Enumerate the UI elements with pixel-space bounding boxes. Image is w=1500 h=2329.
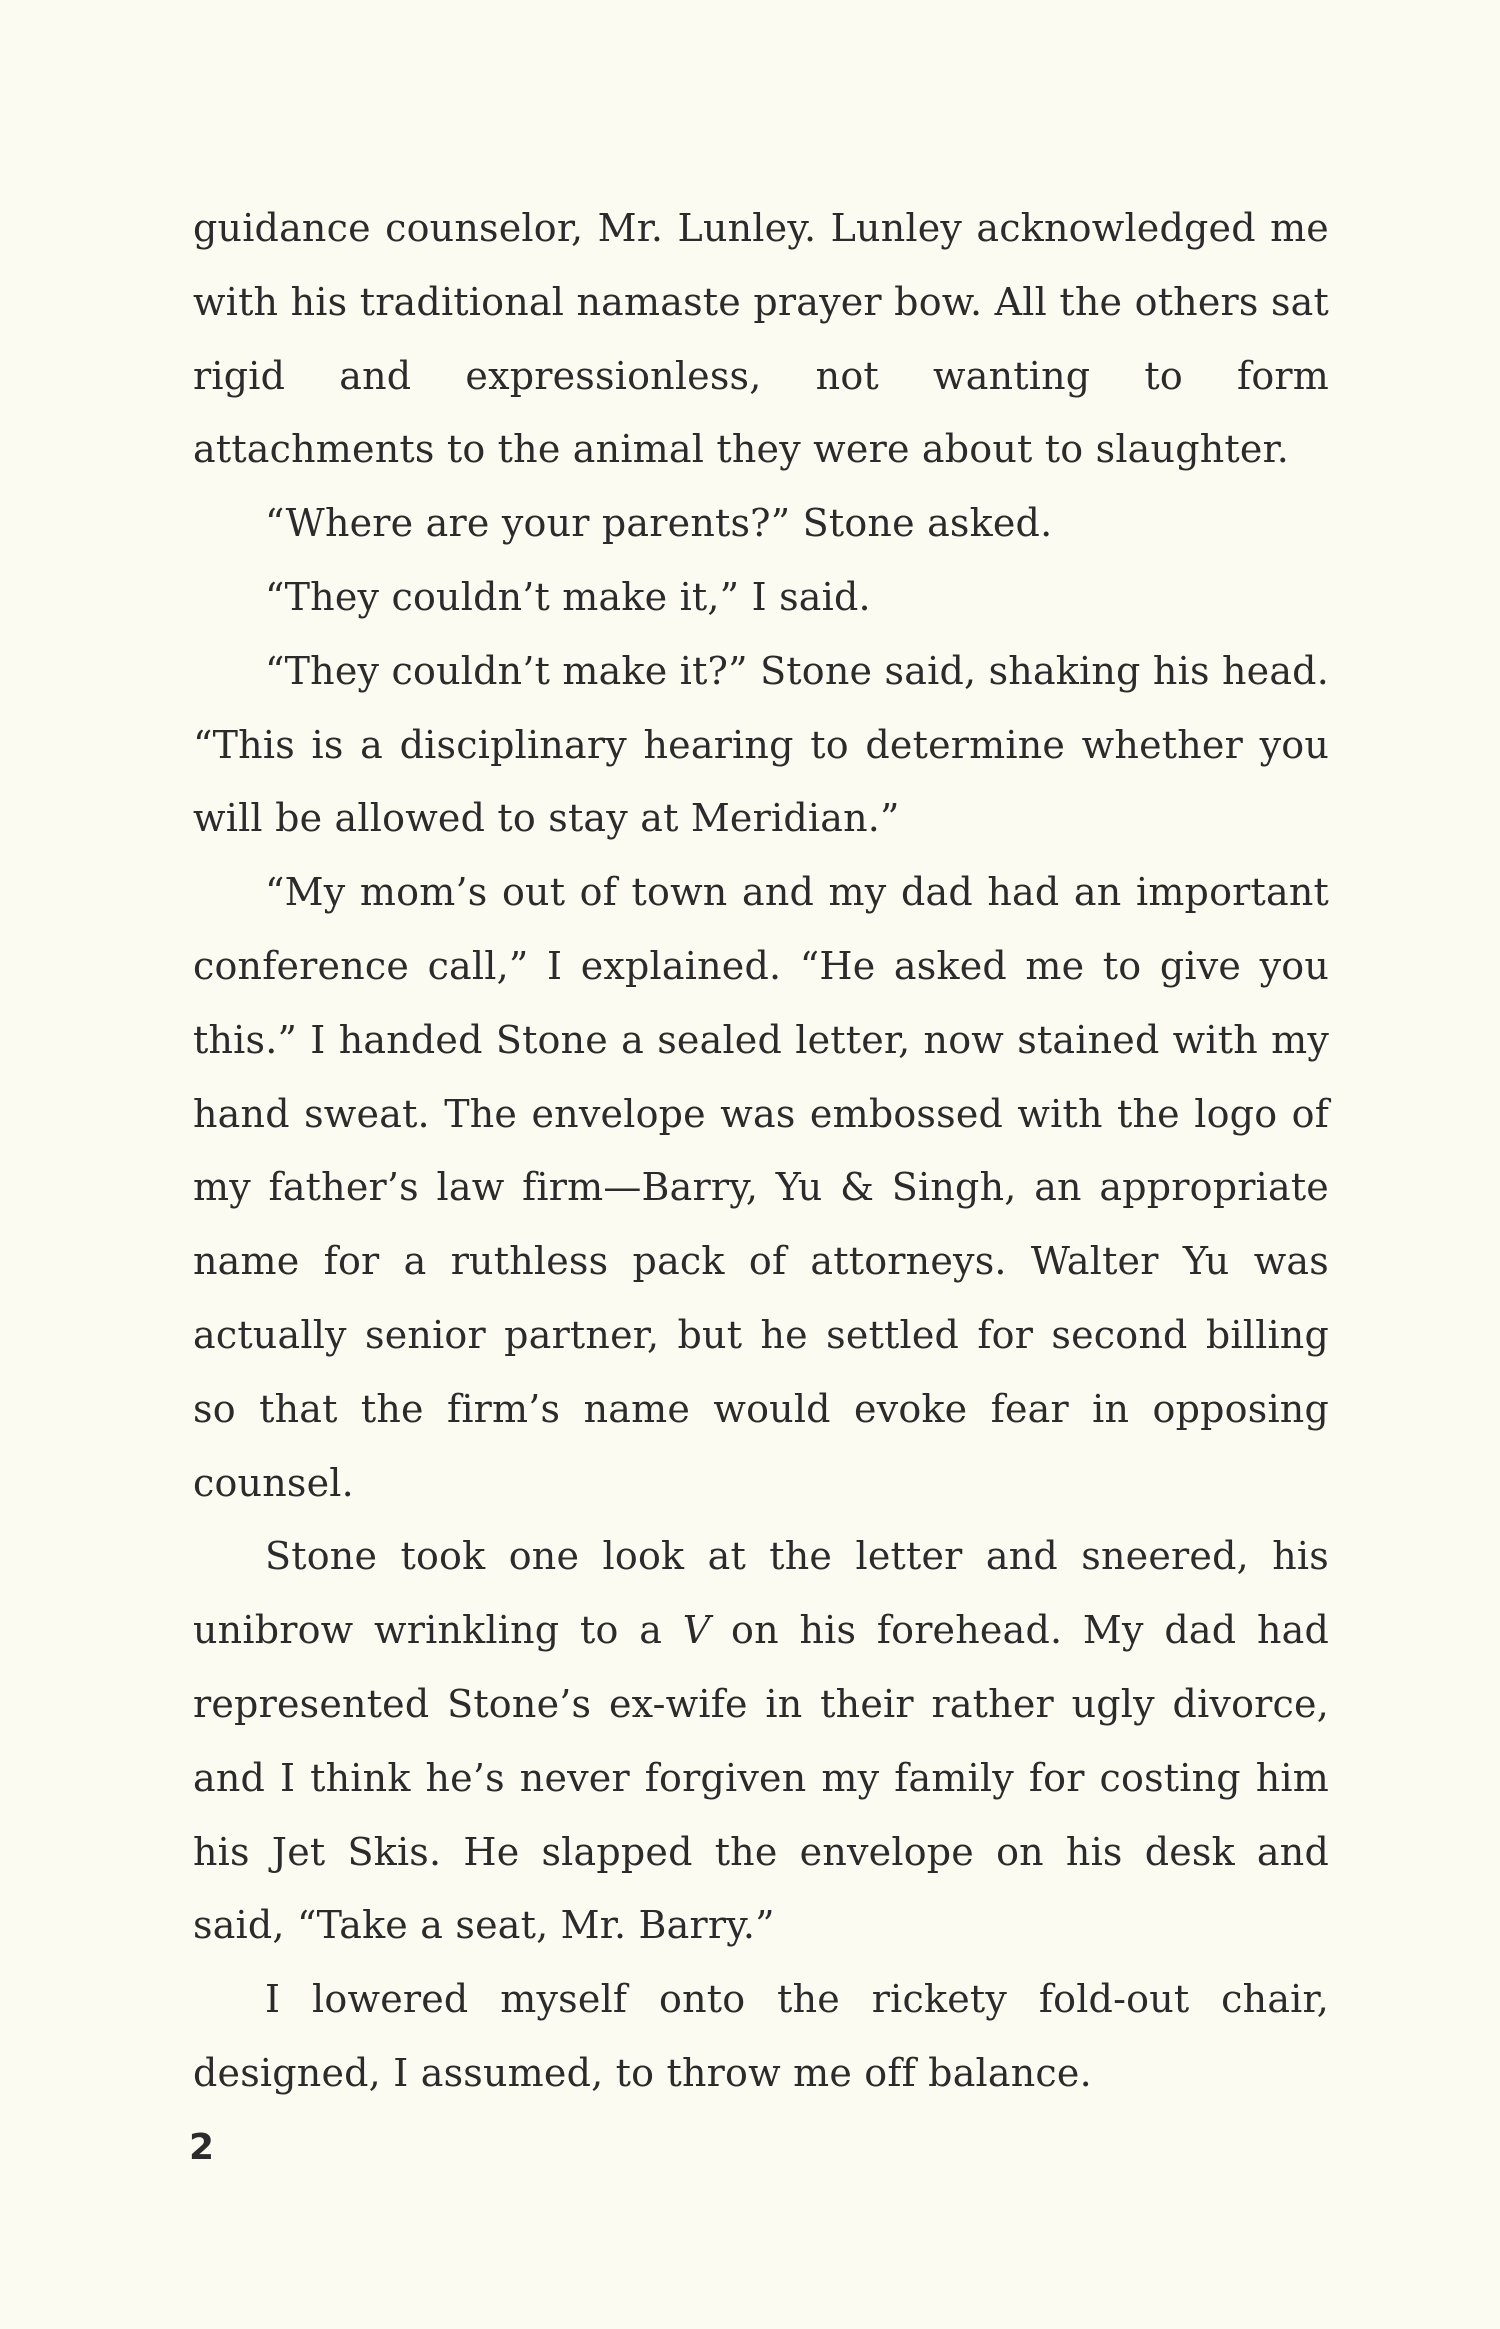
paragraph-6-text-b: on his forehead. My dad had represented Stone’s ex-wife in their rather ugly divorce, and I think he’s never forgiven my family for costing him his Jet Skis. He slapped the envelope on his desk and said, “Take a seat, Mr. Barry.” — [193, 1608, 1329, 1948]
page-number: 2 — [189, 2127, 215, 2168]
paragraph-4 — [193, 635, 1329, 856]
paragraph-4-text: “They couldn’t make it?” Stone said, shaking his head. “This is a disciplinary hearing to determine whether you will be allowed to stay at Meridian.” — [193, 648, 1329, 841]
paragraph-6 — [193, 1520, 1329, 1963]
paragraph-5-text: “My mom’s out of town and my dad had an important conference call,” I explained. “He asked me to give you this.” I handed Stone a sealed letter, now stained with my hand sweat. The envelope was embossed with the logo of my father’s law firm—Barry, Yu & Singh, an appropriate name for a ruthless pack of attorneys. Walter Yu was actually senior partner, but he settled for second billing so that the firm’s name would evoke fear in opposing counsel. — [193, 870, 1329, 1505]
paragraph-7 — [193, 1963, 1329, 2111]
paragraph-6-italic-v: V — [682, 1608, 711, 1653]
paragraph-1-text: guidance counselor, Mr. Lunley. Lunley acknowledged me with his traditional namaste prayer bow. All the others sat rigid and expressionless, not wanting to form attachments to the animal they were about to slaughter. — [193, 206, 1329, 472]
paragraph-3-text: “They couldn’t make it,” I said. — [265, 574, 871, 619]
paragraph-5 — [193, 856, 1329, 1520]
paragraph-2 — [193, 487, 1329, 561]
body-text — [193, 192, 1329, 2111]
paragraph-6-text-a: Stone took one look at the letter and sneered, his unibrow wrinkling to a — [193, 1534, 1329, 1653]
paragraph-2-text: “Where are your parents?” Stone asked. — [265, 501, 1053, 546]
paragraph-3 — [193, 561, 1329, 635]
paragraph-7-text: I lowered myself onto the rickety fold-out chair, designed, I assumed, to throw me off balance. — [193, 1977, 1329, 2095]
paragraph-1 — [193, 192, 1329, 487]
